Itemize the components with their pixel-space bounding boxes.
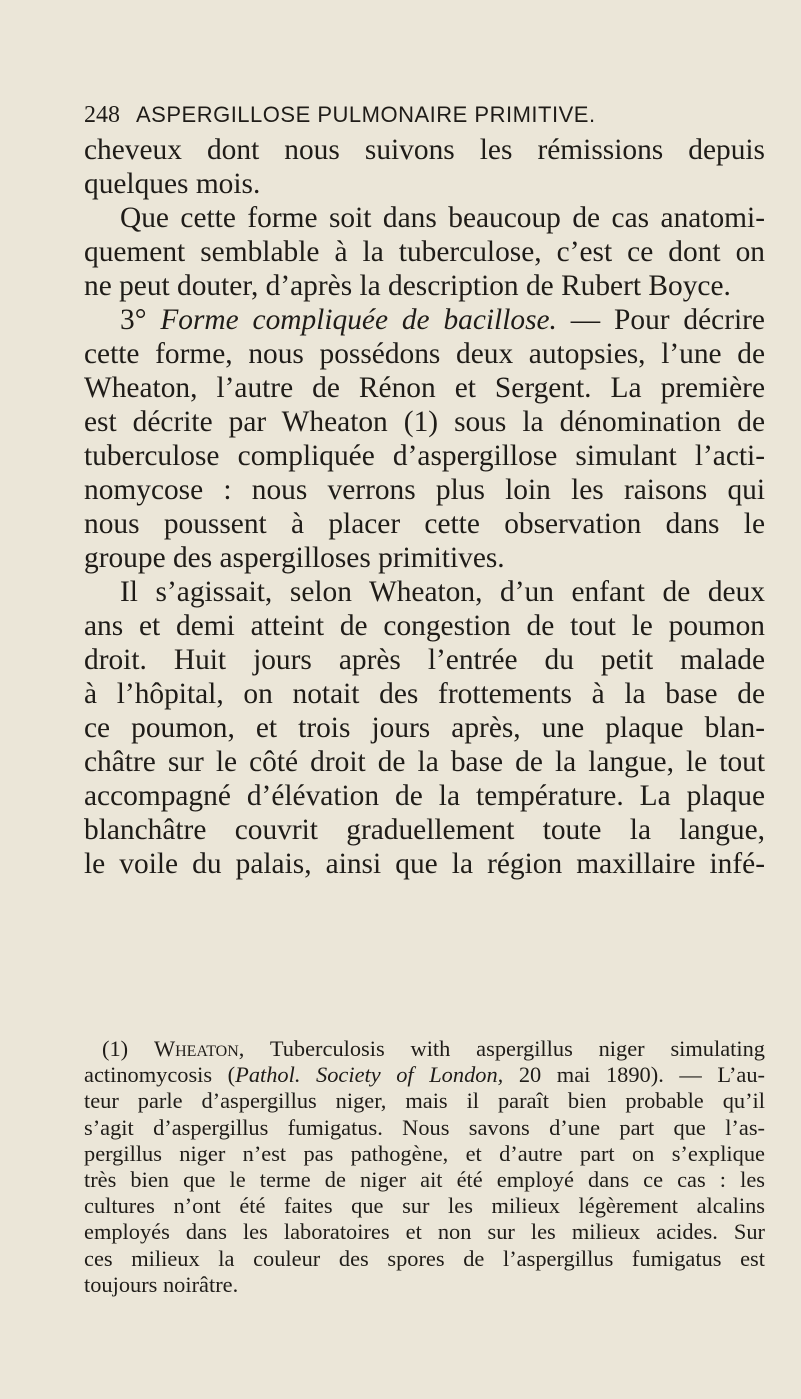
footnote-line: teur parle d’aspergillus niger, mais il paraît bien probable qu’il: [84, 1088, 765, 1114]
text-line: ce poumon, et trois jours après, une plaque blan-: [84, 712, 765, 744]
footnote-line: employés dans les laboratoires et non sur les milieux acides. Sur: [84, 1219, 765, 1245]
footnote-line: ces milieux la couleur des spores de l’aspergillus fumigatus est: [84, 1245, 765, 1271]
text-line: accompagné d’élévation de la température. La plaque: [84, 780, 765, 812]
paragraph-start-line: Que cette forme soit dans beaucoup de cas anatomi-: [120, 202, 765, 234]
footnote-line: toujours noirâtre.: [84, 1271, 239, 1297]
text-line: cette forme, nous possédons deux autopsies, l’une de: [84, 338, 765, 370]
text-line: à l’hôpital, on notait des frottements à la base de: [84, 678, 765, 710]
text-line: blanchâtre couvrit graduellement toute la langue,: [84, 814, 765, 846]
footnote-line: très bien que le terme de niger ait été employé dans ce cas : les: [84, 1167, 765, 1193]
section-title: Forme compliquée de bacillose.: [160, 304, 557, 336]
footnote-line: pergillus niger n’est pas pathogène, et d’autre part on s’explique: [84, 1140, 765, 1166]
journal-title: Pathol. Society of London,: [235, 1062, 504, 1088]
footnote-marker: (1): [102, 1036, 129, 1061]
text-line: tuberculose compliquée d’aspergillose simulant l’acti-: [84, 440, 765, 472]
footnote-author: Wheaton,: [153, 1036, 245, 1061]
text-line: cheveux dont nous suivons les rémissions depuis: [84, 134, 765, 166]
page-header: [84, 102, 764, 136]
footnote-citation: 20 mai 1890). — L’au-: [503, 1062, 765, 1088]
text-line: ans et demi atteint de congestion de tout le poumon: [84, 610, 765, 642]
footnote-citation: Tuberculosis with aspergillus niger simulating: [269, 1036, 765, 1061]
text-line: quelques mois.: [84, 168, 261, 200]
text-line: le voile du palais, ainsi que la région maxillaire infé-: [84, 848, 765, 880]
text-line: quement semblable à la tuberculose, c’est ce dont on: [84, 236, 765, 268]
text-line: groupe des aspergilloses primitives.: [84, 542, 505, 574]
text-line: nomycose : nous verrons plus loin les raisons qui: [84, 474, 765, 506]
text-line: droit. Huit jours après l’entrée du petit malade: [84, 644, 765, 676]
footnote-citation: actinomycosis (: [84, 1062, 236, 1088]
section-lead: — Pour décrire: [570, 304, 765, 336]
footnote-line: [84, 1036, 765, 1062]
text-line: ne peut douter, d’après la description de Rubert Boyce.: [84, 270, 731, 302]
text-line: nous poussent à placer cette observation dans le: [84, 508, 765, 540]
paragraph-start-line: Il s’agissait, selon Wheaton, d’un enfant de deux: [120, 576, 765, 608]
footnote-line: s’agit d’aspergillus fumigatus. Nous savons d’une part que l’as-: [84, 1114, 765, 1140]
text-line: est décrite par Wheaton (1) sous la dénomination de: [84, 406, 765, 438]
page-number: 248: [84, 102, 120, 128]
footnote-line: [84, 1062, 765, 1088]
section-heading-line: [84, 303, 765, 337]
text-line: Wheaton, l’autre de Rénon et Sergent. La première: [84, 372, 765, 404]
text-line: châtre sur le côté droit de la base de la langue, le tout: [84, 746, 765, 778]
section-number: 3°: [120, 304, 147, 336]
footnote-line: cultures n’ont été faites que sur les milieux légèrement alcalins: [84, 1193, 765, 1219]
body-text: [84, 133, 765, 881]
footnote: [84, 1036, 765, 1298]
running-title: ASPERGILLOSE PULMONAIRE PRIMITIVE.: [136, 102, 596, 127]
